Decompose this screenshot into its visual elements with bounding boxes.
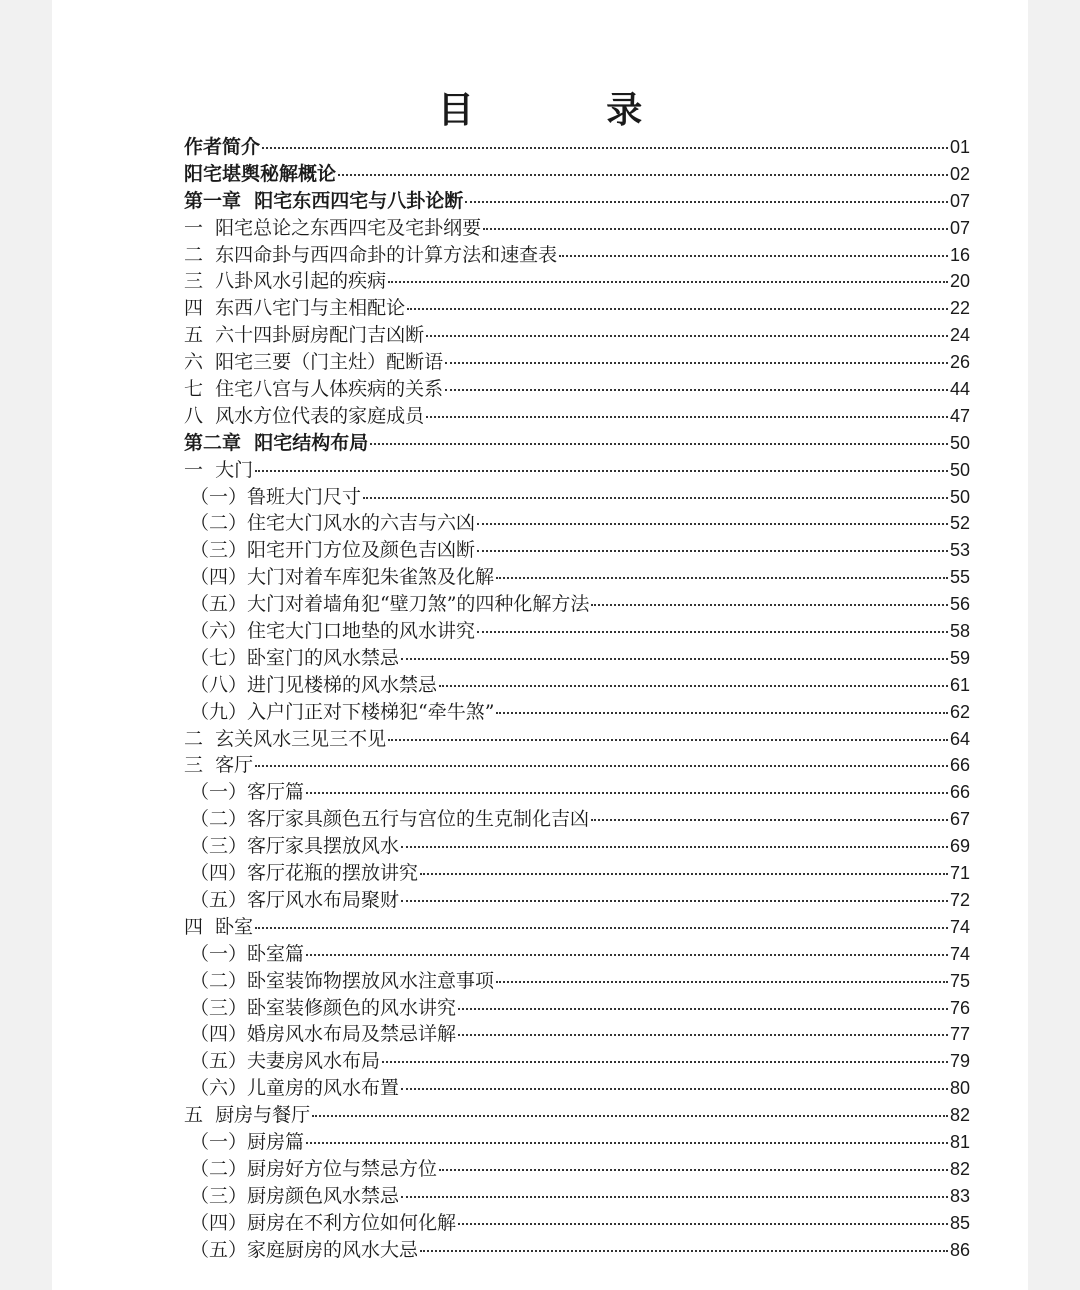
toc-entry-page-number: 81: [949, 1131, 970, 1152]
toc-entry-label: （一）鲁班大门尺寸: [190, 485, 362, 508]
toc-entry: [184, 1129, 970, 1156]
toc-entry: [184, 322, 970, 349]
toc-entry: [184, 779, 970, 806]
toc-entry: [184, 752, 970, 779]
toc-entry: [184, 430, 970, 457]
toc-entry-label: （二）厨房好方位与禁忌方位: [190, 1157, 438, 1180]
dot-leader: [559, 255, 948, 257]
dot-leader: [382, 1061, 948, 1063]
dot-leader: [401, 846, 948, 848]
toc-entry-page-number: 26: [949, 352, 970, 373]
dot-leader: [306, 792, 948, 794]
toc-entry-page-number: 67: [949, 809, 970, 830]
dot-leader: [388, 739, 948, 741]
toc-entry-label: 七 住宅八宫与人体疾病的关系: [184, 378, 444, 401]
toc-entry-label: （四）客厅花瓶的摆放讲究: [190, 862, 419, 885]
toc-entry: [184, 726, 970, 753]
dot-leader: [445, 389, 948, 391]
toc-entry-label: 六 阳宅三要（门主灶）配断语: [184, 351, 444, 374]
toc-entry-label: （一）卧室篇: [190, 942, 305, 965]
toc-entry: [184, 215, 970, 242]
toc-entry-label: （一）客厅篇: [190, 781, 305, 804]
toc-entry: [184, 564, 970, 591]
toc-entry-page-number: 79: [949, 1051, 970, 1072]
toc-entry-label: （四）厨房在不利方位如何化解: [190, 1211, 457, 1234]
dot-leader: [496, 981, 948, 983]
toc-entry-label: 一 阳宅总论之东西四宅及宅卦纲要: [184, 216, 482, 239]
toc-entry: [184, 806, 970, 833]
toc-entry-page-number: 52: [949, 513, 970, 534]
toc-entry-page-number: 83: [949, 1185, 970, 1206]
toc-entry-label: （七）卧室门的风水禁忌: [190, 646, 400, 669]
toc-entry: [184, 995, 970, 1022]
dot-leader: [262, 147, 948, 149]
toc-entry-label: （一）厨房篇: [190, 1130, 305, 1153]
toc-entry-page-number: 59: [949, 647, 970, 668]
dot-leader: [420, 873, 948, 875]
toc-entry-label: 四 东西八宅门与主相配论: [184, 297, 406, 320]
toc-entry: [184, 1237, 970, 1264]
toc-entry: [184, 914, 970, 941]
toc-entry-page-number: 44: [949, 379, 970, 400]
toc-entry-label: 二 东四命卦与西四命卦的计算方法和速查表: [184, 243, 558, 266]
toc-entry-page-number: 07: [949, 190, 970, 211]
dot-leader: [401, 1196, 948, 1198]
dot-leader: [401, 900, 948, 902]
dot-leader: [255, 927, 948, 929]
toc-entry-label: 阳宅堪舆秘解概论: [184, 162, 337, 185]
toc-entry: [184, 1048, 970, 1075]
toc-entry-label: 五 六十四卦厨房配门吉凶断: [184, 324, 425, 347]
toc-entry-page-number: 20: [949, 271, 970, 292]
dot-leader: [445, 362, 948, 364]
toc-entry: [184, 887, 970, 914]
toc-entry: [184, 295, 970, 322]
toc-entry-page-number: 02: [949, 163, 970, 184]
toc-entry-page-number: 56: [949, 594, 970, 615]
toc-entry-label: 四 卧室: [184, 915, 254, 938]
toc-entry-label: 作者简介: [184, 136, 261, 158]
toc-entry: [184, 699, 970, 726]
toc-entry: [184, 403, 970, 430]
toc-entry-page-number: 50: [949, 432, 970, 453]
toc-entry: [184, 161, 970, 188]
dot-leader: [591, 604, 948, 606]
dot-leader: [363, 497, 948, 499]
toc-entry-page-number: 71: [949, 863, 970, 884]
dot-leader: [401, 1088, 948, 1090]
toc-entry: [184, 833, 970, 860]
toc-entry-page-number: 75: [949, 970, 970, 991]
toc-entry-page-number: 53: [949, 540, 970, 561]
toc-entry-page-number: 76: [949, 997, 970, 1018]
toc-entry-page-number: 07: [949, 217, 970, 238]
dot-leader: [465, 201, 948, 203]
toc-entry: [184, 376, 970, 403]
toc-entry: [184, 1021, 970, 1048]
toc-entry-label: （三）厨房颜色风水禁忌: [190, 1184, 400, 1207]
toc-entry-label: （五）大门对着墙角犯“壁刀煞”的四种化解方法: [190, 593, 590, 616]
toc-entry-label: 第一章 阳宅东西四宅与八卦论断: [184, 189, 464, 212]
document-page: [52, 0, 1028, 1290]
toc-entry-page-number: 77: [949, 1024, 970, 1045]
toc-entry-label: （二）住宅大门风水的六吉与六凶: [190, 512, 476, 535]
toc-entry-label: （八）进门见楼梯的风水禁忌: [190, 673, 438, 696]
toc-entry: [184, 1102, 970, 1129]
toc-entry-page-number: 69: [949, 836, 970, 857]
toc-entry-page-number: 74: [949, 943, 970, 964]
dot-leader: [426, 335, 948, 337]
toc-entry-label: （三）阳宅开门方位及颜色吉凶断: [190, 539, 476, 562]
toc-entry-label: （九）入户门正对下楼梯犯“牵牛煞”: [190, 700, 495, 723]
toc-entry: [184, 242, 970, 269]
toc-entry: [184, 1156, 970, 1183]
toc-entry-label: 五 厨房与餐厅: [184, 1104, 311, 1127]
toc-entry: [184, 537, 970, 564]
toc-entry-page-number: 66: [949, 755, 970, 776]
dot-leader: [306, 954, 948, 956]
toc-entry-page-number: 85: [949, 1212, 970, 1233]
toc-entry-label: 二 玄关风水三见三不见: [184, 727, 387, 750]
dot-leader: [483, 228, 948, 230]
dot-leader: [458, 1008, 948, 1010]
toc-entry-label: 八 风水方位代表的家庭成员: [184, 404, 425, 427]
dot-leader: [420, 1250, 948, 1252]
toc-entry-label: （五）夫妻房风水布局: [190, 1050, 381, 1073]
toc-entry-page-number: 50: [949, 486, 970, 507]
toc-entry-label: （三）客厅家具摆放风水: [190, 835, 400, 858]
toc-entry-label: （二）卧室装饰物摆放风水注意事项: [190, 969, 495, 992]
toc-entry: [184, 510, 970, 537]
toc-entry-page-number: 62: [949, 701, 970, 722]
table-of-contents: [184, 134, 970, 1263]
toc-entry: [184, 1183, 970, 1210]
dot-leader: [496, 577, 948, 579]
toc-entry-label: （六）儿童房的风水布置: [190, 1077, 400, 1100]
toc-entry-page-number: 16: [949, 244, 970, 265]
page-title: 目 录: [437, 89, 703, 131]
toc-entry-label: 三 八卦风水引起的疾病: [184, 270, 387, 293]
dot-leader: [496, 712, 948, 714]
toc-entry: [184, 591, 970, 618]
toc-entry: [184, 672, 970, 699]
toc-entry-page-number: 66: [949, 782, 970, 803]
dot-leader: [407, 308, 948, 310]
toc-entry-label: （五）家庭厨房的风水大忌: [190, 1238, 419, 1261]
dot-leader: [477, 550, 948, 552]
toc-entry-label: （六）住宅大门口地垫的风水讲究: [190, 620, 476, 643]
toc-entry: [184, 1210, 970, 1237]
dot-leader: [591, 819, 948, 821]
dot-leader: [370, 443, 948, 445]
toc-entry-label: （五）客厅风水布局聚财: [190, 888, 400, 911]
toc-entry: [184, 618, 970, 645]
dot-leader: [401, 658, 948, 660]
dot-leader: [306, 1142, 948, 1144]
toc-entry-label: 第二章 阳宅结构布局: [184, 431, 369, 454]
toc-entry-label: （四）大门对着车库犯朱雀煞及化解: [190, 566, 495, 589]
toc-entry-page-number: 86: [949, 1239, 970, 1260]
toc-entry-page-number: 74: [949, 916, 970, 937]
toc-entry-label: （三）卧室装修颜色的风水讲究: [190, 996, 457, 1019]
toc-entry-page-number: 47: [949, 405, 970, 426]
toc-entry-label: （二）客厅家具颜色五行与宫位的生克制化吉凶: [190, 808, 590, 831]
toc-entry-page-number: 80: [949, 1078, 970, 1099]
dot-leader: [312, 1115, 948, 1117]
toc-entry: [184, 134, 970, 161]
toc-entry-page-number: 64: [949, 728, 970, 749]
dot-leader: [255, 765, 948, 767]
toc-entry-page-number: 61: [949, 674, 970, 695]
dot-leader: [477, 631, 948, 633]
dot-leader: [338, 174, 948, 176]
dot-leader: [477, 523, 948, 525]
dot-leader: [439, 685, 948, 687]
toc-entry: [184, 941, 970, 968]
toc-entry-label: 一 大门: [184, 458, 254, 481]
toc-entry: [184, 349, 970, 376]
dot-leader: [458, 1223, 948, 1225]
toc-entry-label: （四）婚房风水布局及禁忌详解: [190, 1023, 457, 1046]
toc-entry-page-number: 72: [949, 889, 970, 910]
toc-entry: [184, 457, 970, 484]
toc-entry-page-number: 82: [949, 1158, 970, 1179]
dot-leader: [426, 416, 948, 418]
toc-entry: [184, 484, 970, 511]
dot-leader: [255, 470, 948, 472]
toc-entry-page-number: 01: [949, 137, 970, 157]
toc-entry: [184, 268, 970, 295]
toc-entry-page-number: 22: [949, 298, 970, 319]
dot-leader: [458, 1034, 948, 1036]
dot-leader: [439, 1169, 948, 1171]
toc-entry: [184, 645, 970, 672]
toc-entry: [184, 968, 970, 995]
toc-entry-page-number: 82: [949, 1105, 970, 1126]
dot-leader: [388, 281, 948, 283]
toc-entry-page-number: 24: [949, 325, 970, 346]
toc-entry: [184, 860, 970, 887]
toc-entry-label: 三 客厅: [184, 754, 254, 777]
toc-entry-page-number: 55: [949, 567, 970, 588]
toc-entry: [184, 188, 970, 215]
toc-entry-page-number: 58: [949, 621, 970, 642]
toc-entry-page-number: 50: [949, 459, 970, 480]
toc-entry: [184, 1075, 970, 1102]
